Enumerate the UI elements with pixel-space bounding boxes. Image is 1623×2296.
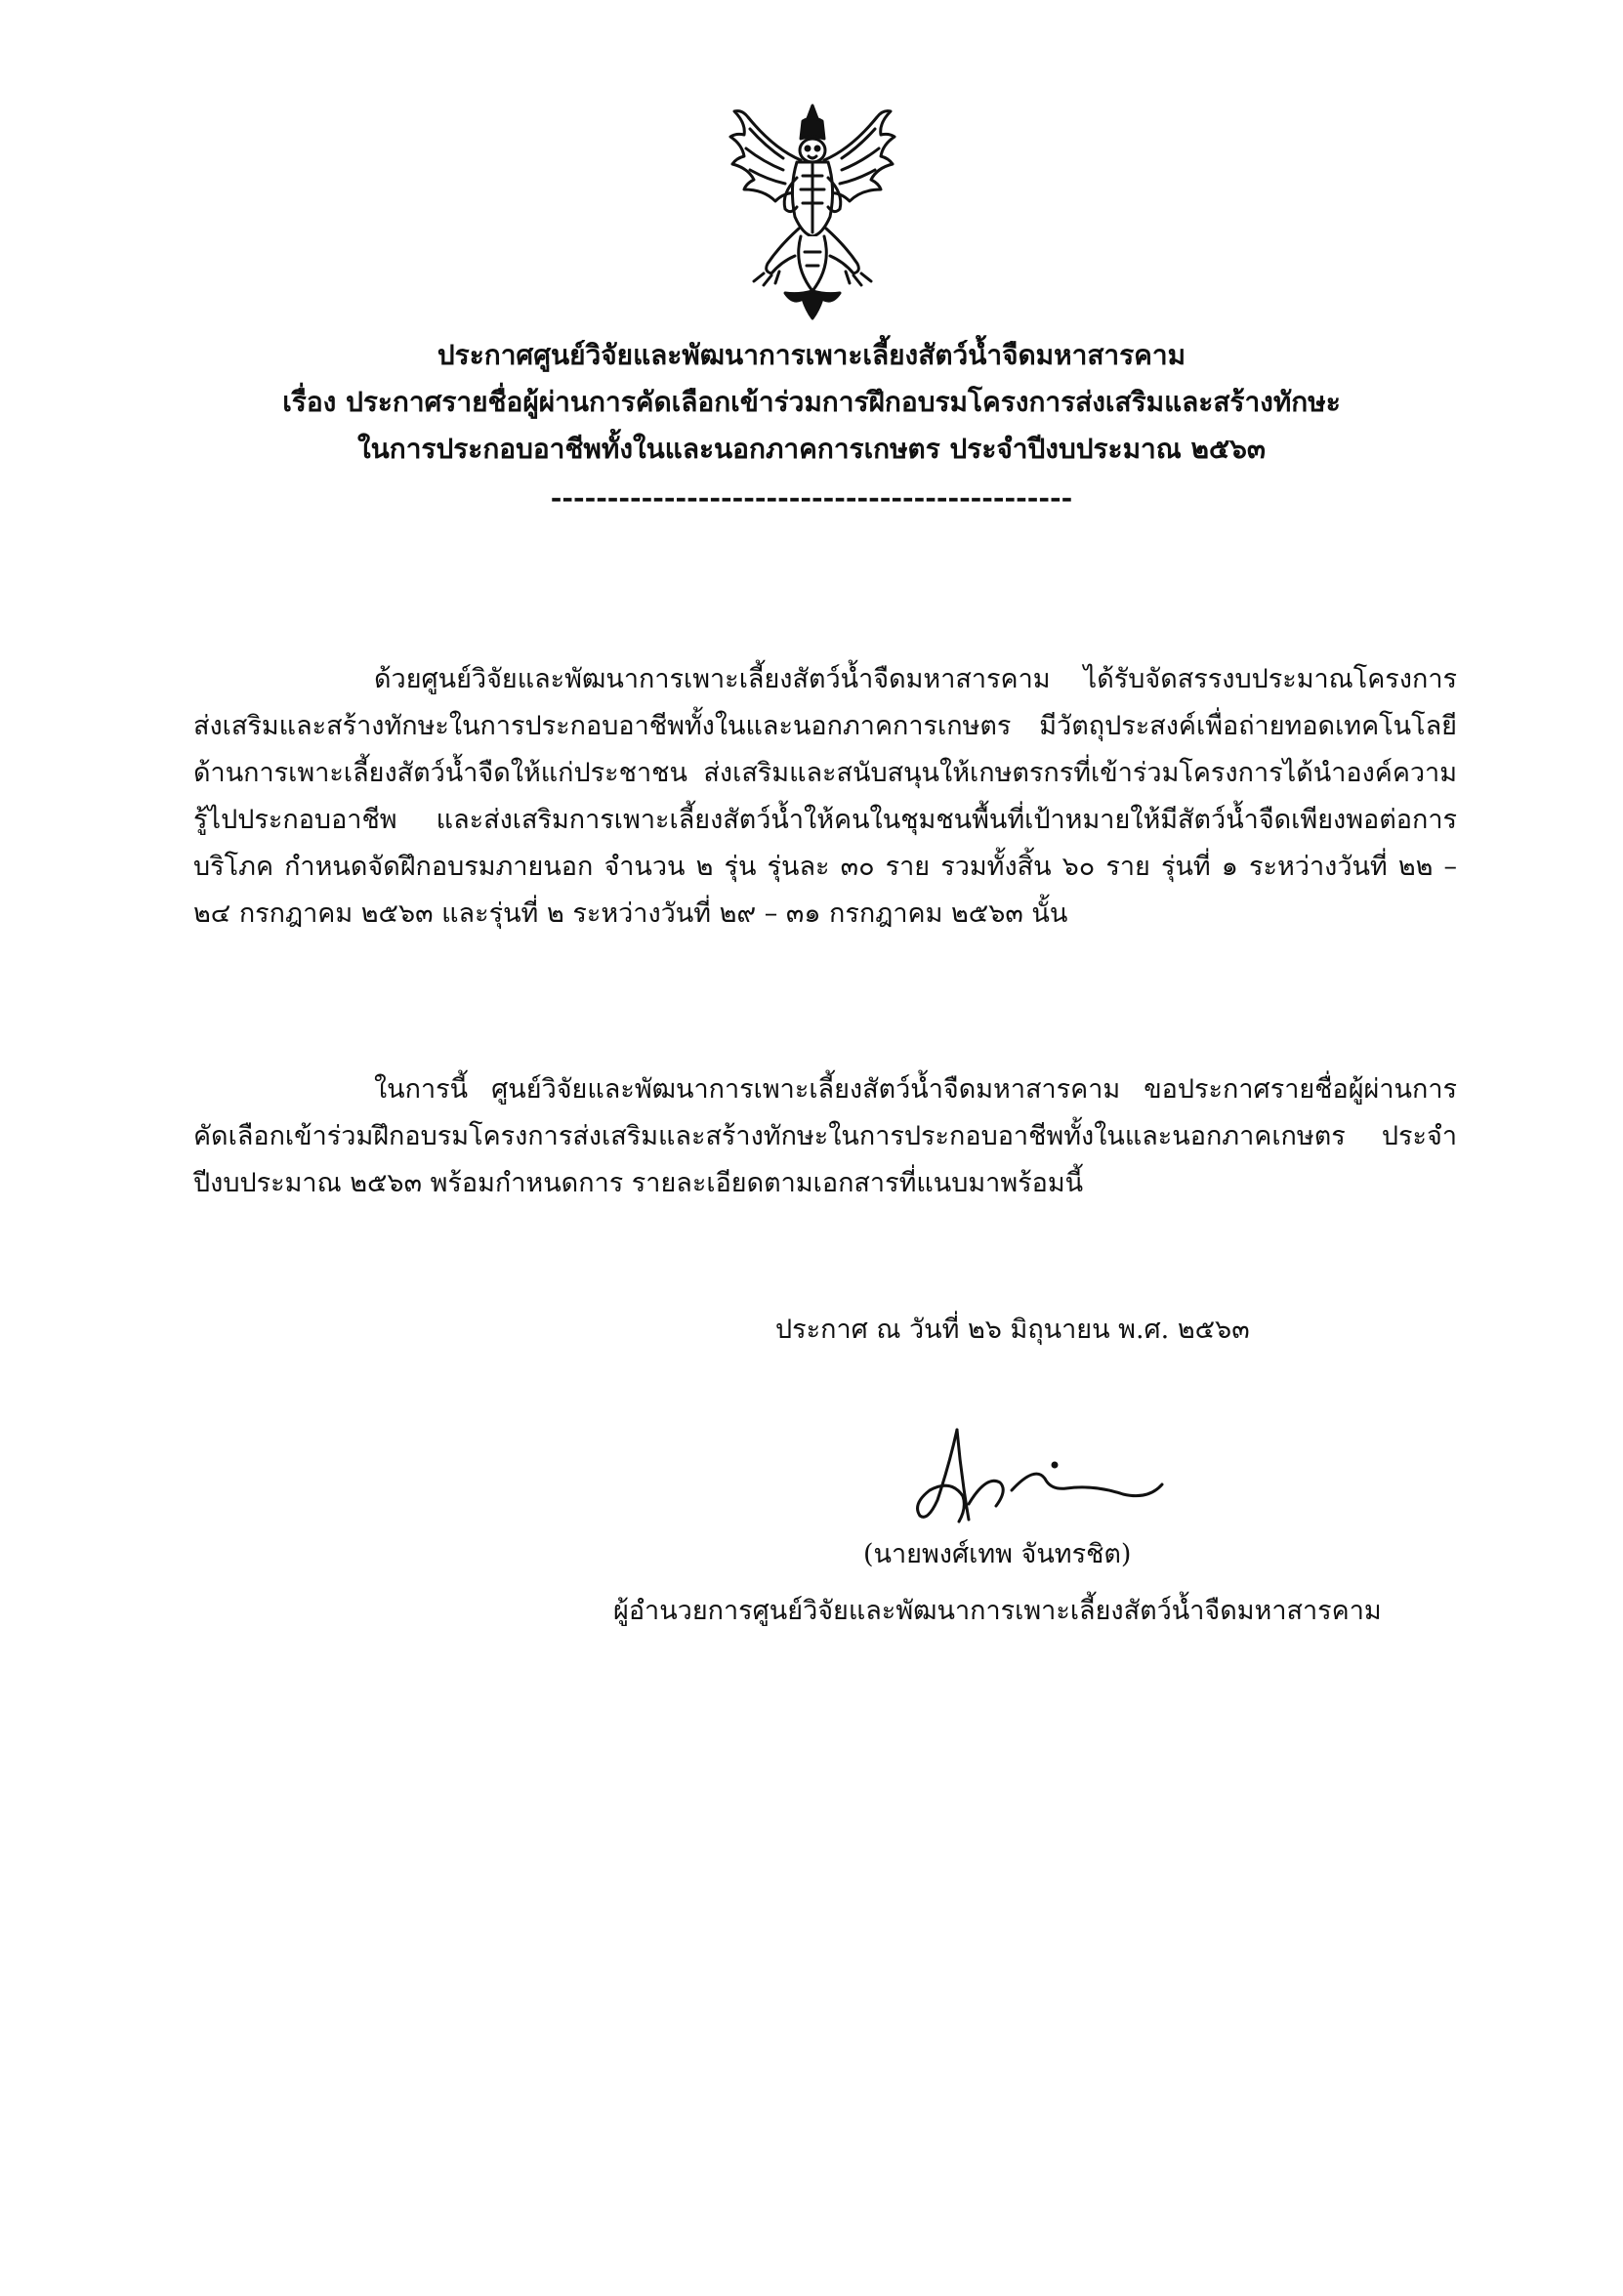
header-divider: ---------------------------------------------- [550, 481, 1073, 514]
signer-title: ผู้อำนวยการศูนย์วิจัยและพัฒนาการเพาะเลี้ยงสัตว์น้ำจืดมหาสารคาม [613, 1596, 1382, 1626]
body-paragraph-2: ในการนี้ ศูนย์วิจัยและพัฒนาการเพาะเลี้ยงสัตว์น้ำจืดมหาสารคาม ขอประกาศรายชื่อผู้ผ่านการคัดเลือกเข้าร่วมฝึกอบรมโครงการส่งเสริมและสร้างทักษะในการประกอบอาชีพทั้งในและนอกภาคเกษตร ประจำปีงบประมาณ ๒๕๖๓ พร้อมกำหนดการ รายละเอียดตามเอกสารที่แนบมาพร้อมนี้ [193, 1074, 1457, 1198]
header-line-3: ในการประกอบอาชีพทั้งในและนอกภาคการเกษตร ประจำปีงบประมาณ ๒๕๖๓ [356, 433, 1267, 465]
announcement-header [176, 332, 1447, 522]
announcement-date: ประกาศ ณ วันที่ ๒๖ มิถุนายน พ.ศ. ๒๕๖๓ [775, 1315, 1250, 1345]
signer-name: (นายพงศ์เทพ จันทรชิต) [863, 1539, 1132, 1569]
header-line-1: ประกาศศูนย์วิจัยและพัฒนาการเพาะเลี้ยงสัตว์น้ำจืดมหาสารคาม [437, 339, 1186, 371]
body-paragraph-1: ด้วยศูนย์วิจัยและพัฒนาการเพาะเลี้ยงสัตว์น้ำจืดมหาสารคาม ได้รับจัดสรรงบประมาณโครงการส่งเสริมและสร้างทักษะในการประกอบอาชีพทั้งในและนอกภาคการเกษตร มีวัตถุประสงค์เพื่อถ่ายทอดเทคโนโลยีด้านการเพาะเลี้ยงสัตว์น้ำจืดให้แก่ประชาชน ส่งเสริมและสนับสนุนให้เกษตรกรที่เข้าร่วมโครงการได้นำองค์ความรู้ไปประกอบอาชีพ และส่งเสริมการเพาะเลี้ยงสัตว์น้ำให้คนในชุมชนพื้นที่เป้าหมายให้มีสัตว์น้ำจืดเพียงพอต่อการบริโภค กำหนดจัดฝึกอบรมภายนอก จำนวน ๒ รุ่น รุ่นละ ๓๐ ราย รวมทั้งสิ้น ๖๐ ราย รุ่นที่ ๑ ระหว่างวันที่ ๒๒ – ๒๔ กรกฎาคม ๒๕๖๓ และรุ่นที่ ๒ ระหว่างวันที่ ๒๙ – ๓๑ กรกฎาคม ๒๕๖๓ นั้น [193, 664, 1457, 929]
header-line-2: เรื่อง ประกาศรายชื่อผู้ผ่านการคัดเลือกเข้าร่วมการฝึกอบรมโครงการส่งเสริมและสร้างทักษะ [282, 386, 1341, 418]
signature-icon [898, 1406, 1182, 1543]
garuda-emblem-icon [725, 100, 900, 326]
